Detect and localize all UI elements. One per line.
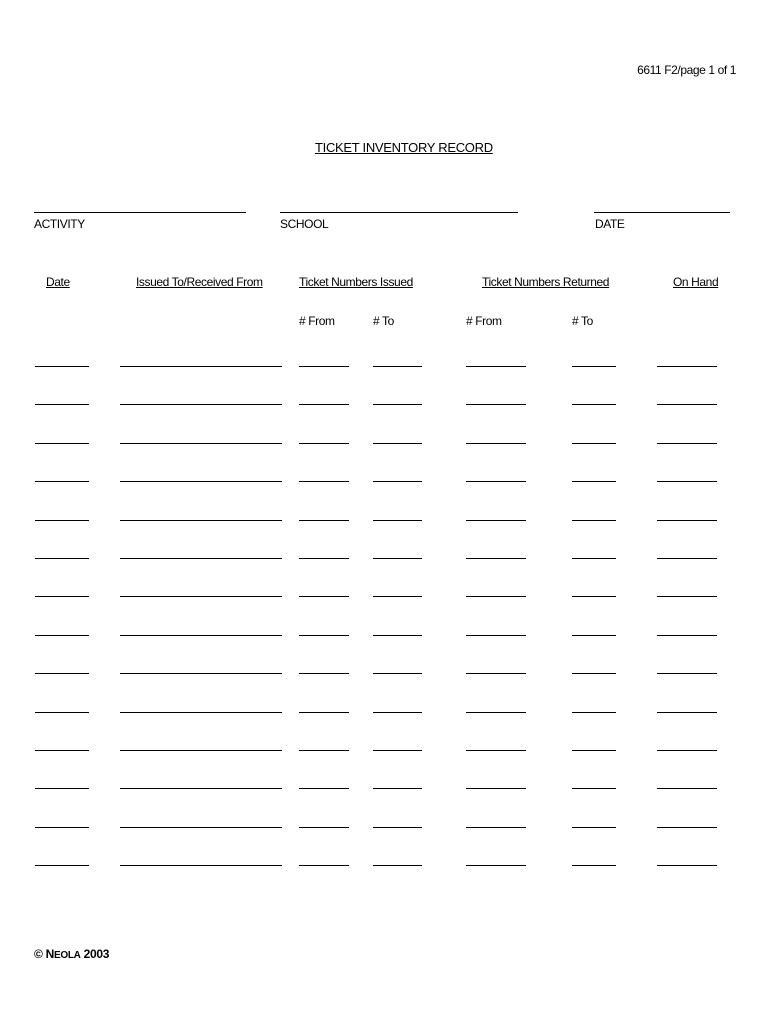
returned-from-blank[interactable] [466, 404, 526, 405]
issued-from-blank[interactable] [299, 750, 349, 751]
brand-initial: N [45, 947, 54, 961]
date-blank[interactable] [35, 404, 89, 405]
activity-label: ACTIVITY [34, 217, 85, 231]
returned-to-blank[interactable] [572, 558, 616, 559]
brand-rest: EOLA [53, 950, 81, 961]
returned-to-blank[interactable] [572, 366, 616, 367]
issued-to-blank[interactable] [120, 481, 282, 482]
issued-to-number-blank[interactable] [373, 443, 422, 444]
issued-from-blank[interactable] [299, 558, 349, 559]
issued-to-number-blank[interactable] [373, 865, 422, 866]
subheader-returned-from: # From [466, 314, 502, 328]
on-hand-blank[interactable] [657, 635, 717, 636]
returned-to-blank[interactable] [572, 750, 616, 751]
date-label: DATE [595, 217, 625, 231]
issued-to-blank[interactable] [120, 750, 282, 751]
issued-from-blank[interactable] [299, 481, 349, 482]
returned-from-blank[interactable] [466, 443, 526, 444]
issued-to-number-blank[interactable] [373, 366, 422, 367]
date-blank[interactable] [35, 443, 89, 444]
issued-to-number-blank[interactable] [373, 827, 422, 828]
returned-to-blank[interactable] [572, 712, 616, 713]
column-header-ticket-issued: Ticket Numbers Issued [299, 275, 413, 289]
returned-from-blank[interactable] [466, 712, 526, 713]
on-hand-blank[interactable] [657, 520, 717, 521]
date-blank[interactable] [35, 596, 89, 597]
issued-to-number-blank[interactable] [373, 558, 422, 559]
issued-to-number-blank[interactable] [373, 404, 422, 405]
issued-to-blank[interactable] [120, 596, 282, 597]
issued-to-blank[interactable] [120, 827, 282, 828]
issued-to-blank[interactable] [120, 865, 282, 866]
issued-to-number-blank[interactable] [373, 481, 422, 482]
subheader-issued-from: # From [299, 314, 335, 328]
returned-from-blank[interactable] [466, 558, 526, 559]
date-line[interactable] [594, 212, 730, 213]
returned-from-blank[interactable] [466, 366, 526, 367]
copyright-symbol: © [34, 947, 43, 961]
date-blank[interactable] [35, 827, 89, 828]
issued-from-blank[interactable] [299, 520, 349, 521]
column-header-on-hand: On Hand [673, 275, 719, 289]
on-hand-blank[interactable] [657, 404, 717, 405]
copyright-year: 2003 [83, 947, 110, 961]
activity-line[interactable] [34, 212, 246, 213]
issued-to-blank[interactable] [120, 443, 282, 444]
returned-to-blank[interactable] [572, 596, 616, 597]
subheader-returned-to: # To [572, 314, 593, 328]
returned-to-blank[interactable] [572, 827, 616, 828]
returned-from-blank[interactable] [466, 481, 526, 482]
on-hand-blank[interactable] [657, 865, 717, 866]
date-blank[interactable] [35, 712, 89, 713]
date-blank[interactable] [35, 750, 89, 751]
issued-to-blank[interactable] [120, 788, 282, 789]
on-hand-blank[interactable] [657, 558, 717, 559]
returned-from-blank[interactable] [466, 520, 526, 521]
date-blank[interactable] [35, 366, 89, 367]
on-hand-blank[interactable] [657, 443, 717, 444]
column-header-ticket-returned: Ticket Numbers Returned [482, 275, 610, 289]
returned-from-blank[interactable] [466, 865, 526, 866]
copyright-notice [34, 947, 109, 961]
issued-from-blank[interactable] [299, 443, 349, 444]
issued-from-blank[interactable] [299, 827, 349, 828]
issued-from-blank[interactable] [299, 673, 349, 674]
returned-to-blank[interactable] [572, 865, 616, 866]
returned-from-blank[interactable] [466, 827, 526, 828]
issued-from-blank[interactable] [299, 865, 349, 866]
issued-from-blank[interactable] [299, 366, 349, 367]
issued-to-number-blank[interactable] [373, 596, 422, 597]
issued-from-blank[interactable] [299, 596, 349, 597]
date-blank[interactable] [35, 481, 89, 482]
returned-to-blank[interactable] [572, 788, 616, 789]
issued-from-blank[interactable] [299, 788, 349, 789]
issued-to-number-blank[interactable] [373, 520, 422, 521]
issued-to-blank[interactable] [120, 635, 282, 636]
column-header-issued-to: Issued To/Received From [136, 275, 263, 289]
date-blank[interactable] [35, 520, 89, 521]
returned-from-blank[interactable] [466, 635, 526, 636]
returned-to-blank[interactable] [572, 481, 616, 482]
issued-to-number-blank[interactable] [373, 673, 422, 674]
page-reference: 6611 F2/page 1 of 1 [637, 63, 736, 77]
returned-from-blank[interactable] [466, 750, 526, 751]
issued-to-blank[interactable] [120, 520, 282, 521]
issued-to-number-blank[interactable] [373, 635, 422, 636]
on-hand-blank[interactable] [657, 481, 717, 482]
issued-to-blank[interactable] [120, 366, 282, 367]
returned-from-blank[interactable] [466, 673, 526, 674]
issued-to-number-blank[interactable] [373, 712, 422, 713]
issued-to-blank[interactable] [120, 404, 282, 405]
date-blank[interactable] [35, 558, 89, 559]
returned-to-blank[interactable] [572, 673, 616, 674]
issued-from-blank[interactable] [299, 635, 349, 636]
returned-from-blank[interactable] [466, 788, 526, 789]
issued-to-blank[interactable] [120, 673, 282, 674]
date-blank[interactable] [35, 673, 89, 674]
on-hand-blank[interactable] [657, 596, 717, 597]
issued-to-blank[interactable] [120, 712, 282, 713]
issued-to-number-blank[interactable] [373, 788, 422, 789]
returned-from-blank[interactable] [466, 596, 526, 597]
issued-from-blank[interactable] [299, 404, 349, 405]
date-blank[interactable] [35, 635, 89, 636]
form-title: TICKET INVENTORY RECORD [315, 140, 493, 155]
column-header-date: Date [46, 275, 70, 289]
issued-to-blank[interactable] [120, 558, 282, 559]
date-blank[interactable] [35, 788, 89, 789]
school-label: SCHOOL [280, 217, 329, 231]
returned-to-blank[interactable] [572, 443, 616, 444]
issued-to-number-blank[interactable] [373, 750, 422, 751]
on-hand-blank[interactable] [657, 366, 717, 367]
returned-to-blank[interactable] [572, 404, 616, 405]
subheader-issued-to: # To [373, 314, 394, 328]
on-hand-blank[interactable] [657, 827, 717, 828]
returned-to-blank[interactable] [572, 520, 616, 521]
on-hand-blank[interactable] [657, 788, 717, 789]
school-line[interactable] [280, 212, 518, 213]
issued-from-blank[interactable] [299, 712, 349, 713]
on-hand-blank[interactable] [657, 712, 717, 713]
date-blank[interactable] [35, 865, 89, 866]
on-hand-blank[interactable] [657, 673, 717, 674]
on-hand-blank[interactable] [657, 750, 717, 751]
returned-to-blank[interactable] [572, 635, 616, 636]
